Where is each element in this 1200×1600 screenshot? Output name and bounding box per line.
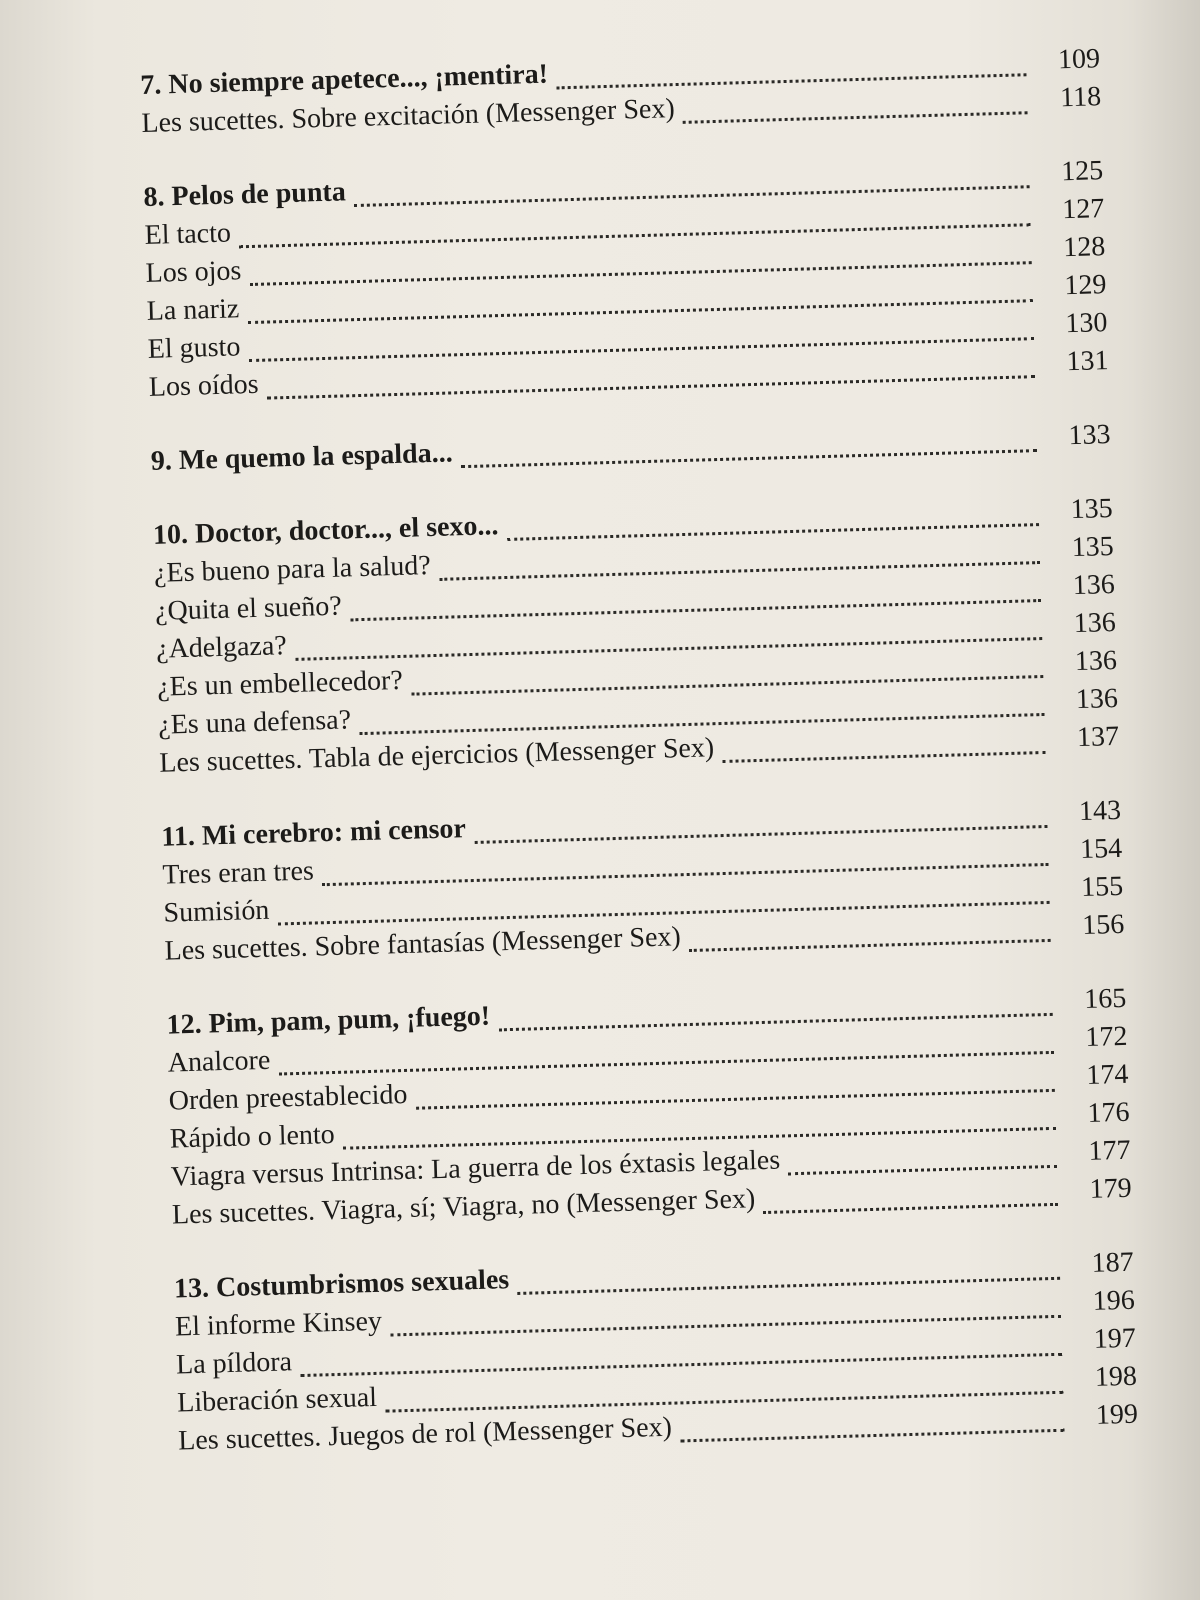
toc-page-number: 130 <box>1065 307 1108 340</box>
toc-heading-label: 9. Me quemo la espalda... <box>150 437 454 477</box>
table-of-contents <box>140 43 1140 1499</box>
toc-page-number: 125 <box>1060 155 1104 188</box>
toc-item-label: Los ojos <box>145 255 242 289</box>
toc-item-label: Liberación sexual <box>176 1381 378 1419</box>
toc-page-number: 129 <box>1063 269 1107 302</box>
toc-page-number: 135 <box>1070 493 1114 526</box>
toc-item-label: ¿Adelgaza? <box>155 630 288 665</box>
dot-leader <box>788 1165 1057 1175</box>
toc-item-label: ¿Es bueno para la salud? <box>153 550 432 589</box>
dot-leader <box>689 939 1051 952</box>
dot-leader <box>722 751 1045 763</box>
toc-item-label: ¿Quita el sueño? <box>154 590 343 627</box>
toc-page-number: 197 <box>1093 1322 1137 1355</box>
toc-item-label: ¿Es un embellecedor? <box>156 664 404 703</box>
dot-leader <box>764 1203 1059 1214</box>
toc-item-label: El tacto <box>144 217 232 251</box>
toc-page-number: 187 <box>1091 1246 1135 1279</box>
toc-item-label: El informe Kinsey <box>174 1305 383 1343</box>
toc-heading-label: 11. Mi cerebro: mi censor <box>160 813 467 853</box>
toc-page-number: 199 <box>1095 1398 1139 1431</box>
toc-page-number: 136 <box>1072 568 1116 602</box>
toc-heading-label: 7. No siempre apetece..., ¡mentira! <box>140 58 549 101</box>
toc-page-number: 177 <box>1088 1134 1131 1167</box>
toc-chapter-7 <box>140 43 1102 146</box>
toc-page-number: 155 <box>1080 870 1124 904</box>
toc-heading-label: 12. Pim, pam, pum, ¡fuego! <box>166 1000 491 1041</box>
toc-item-label: Orden preestablecido <box>168 1078 408 1117</box>
toc-heading-label: 10. Doctor, doctor..., el sexo... <box>152 510 499 551</box>
toc-page-number: 156 <box>1081 908 1125 942</box>
dot-leader <box>680 1429 1064 1443</box>
toc-chapter-11 <box>161 795 1125 974</box>
toc-page-number: 165 <box>1083 982 1127 1015</box>
toc-item-label: Los oídos <box>148 368 259 403</box>
toc-page-number: 196 <box>1092 1284 1136 1317</box>
toc-item-label: ¿Es una defensa? <box>157 704 352 741</box>
toc-page-number: 131 <box>1066 345 1109 378</box>
toc-item-label: El gusto <box>147 331 241 365</box>
toc-page-number: 172 <box>1084 1020 1128 1053</box>
toc-page-number: 135 <box>1071 531 1115 564</box>
toc-page-number: 133 <box>1068 419 1111 452</box>
toc-page-number: 154 <box>1079 832 1123 866</box>
toc-item-label: La nariz <box>146 293 240 327</box>
toc-chapter-10 <box>153 493 1120 786</box>
toc-heading-label: 13. Costumbrismos sexuales <box>173 1264 510 1305</box>
toc-page-number: 174 <box>1086 1058 1129 1091</box>
toc-item-label: Les sucettes. Sobre excitación (Messenger Sex) <box>141 93 676 139</box>
toc-item-label: Les sucettes. Viagra, sí; Viagra, no (Messenger Sex) <box>171 1183 756 1231</box>
toc-item-label: Viagra versus Intrinsa: La guerra de los éxtasis legales <box>170 1144 781 1193</box>
toc-page-number: 136 <box>1075 682 1119 716</box>
dot-leader <box>461 449 1037 468</box>
toc-page-number: 109 <box>1057 43 1101 76</box>
toc-page-number: 198 <box>1094 1360 1138 1393</box>
toc-item-label: Sumisión <box>163 894 270 929</box>
toc-item-label: Tres eran tres <box>162 855 315 891</box>
toc-item-label: Les sucettes. Juegos de rol (Messenger Sex) <box>177 1411 673 1457</box>
toc-item-label: Analcore <box>167 1044 271 1079</box>
toc-page-number: 143 <box>1078 794 1122 828</box>
toc-chapter-13 <box>174 1247 1139 1464</box>
toc-item-label: La píldora <box>175 1346 293 1381</box>
dot-leader <box>683 111 1028 124</box>
toc-item-label: Rápido o lento <box>169 1118 336 1155</box>
toc-chapter-8 <box>143 155 1109 410</box>
toc-page-number: 136 <box>1073 606 1117 640</box>
dot-leader <box>267 375 1035 399</box>
toc-page-number: 128 <box>1062 231 1106 264</box>
toc-page-number: 136 <box>1074 644 1118 678</box>
toc-heading <box>150 419 1111 484</box>
toc-page-number: 179 <box>1089 1172 1133 1205</box>
toc-heading-label: 8. Pelos de punta <box>143 176 347 213</box>
toc-page-number: 176 <box>1087 1096 1130 1129</box>
toc-item-label: Les sucettes. Tabla de ejercicios (Messenger Sex) <box>158 732 715 779</box>
toc-chapter-9 <box>150 419 1111 484</box>
toc-page-number: 137 <box>1076 720 1120 754</box>
toc-page-number: 118 <box>1059 81 1102 114</box>
toc-chapter-12 <box>166 983 1132 1238</box>
toc-page-number: 127 <box>1061 193 1105 226</box>
toc-item-label: Les sucettes. Sobre fantasías (Messenger Sex) <box>164 921 682 967</box>
